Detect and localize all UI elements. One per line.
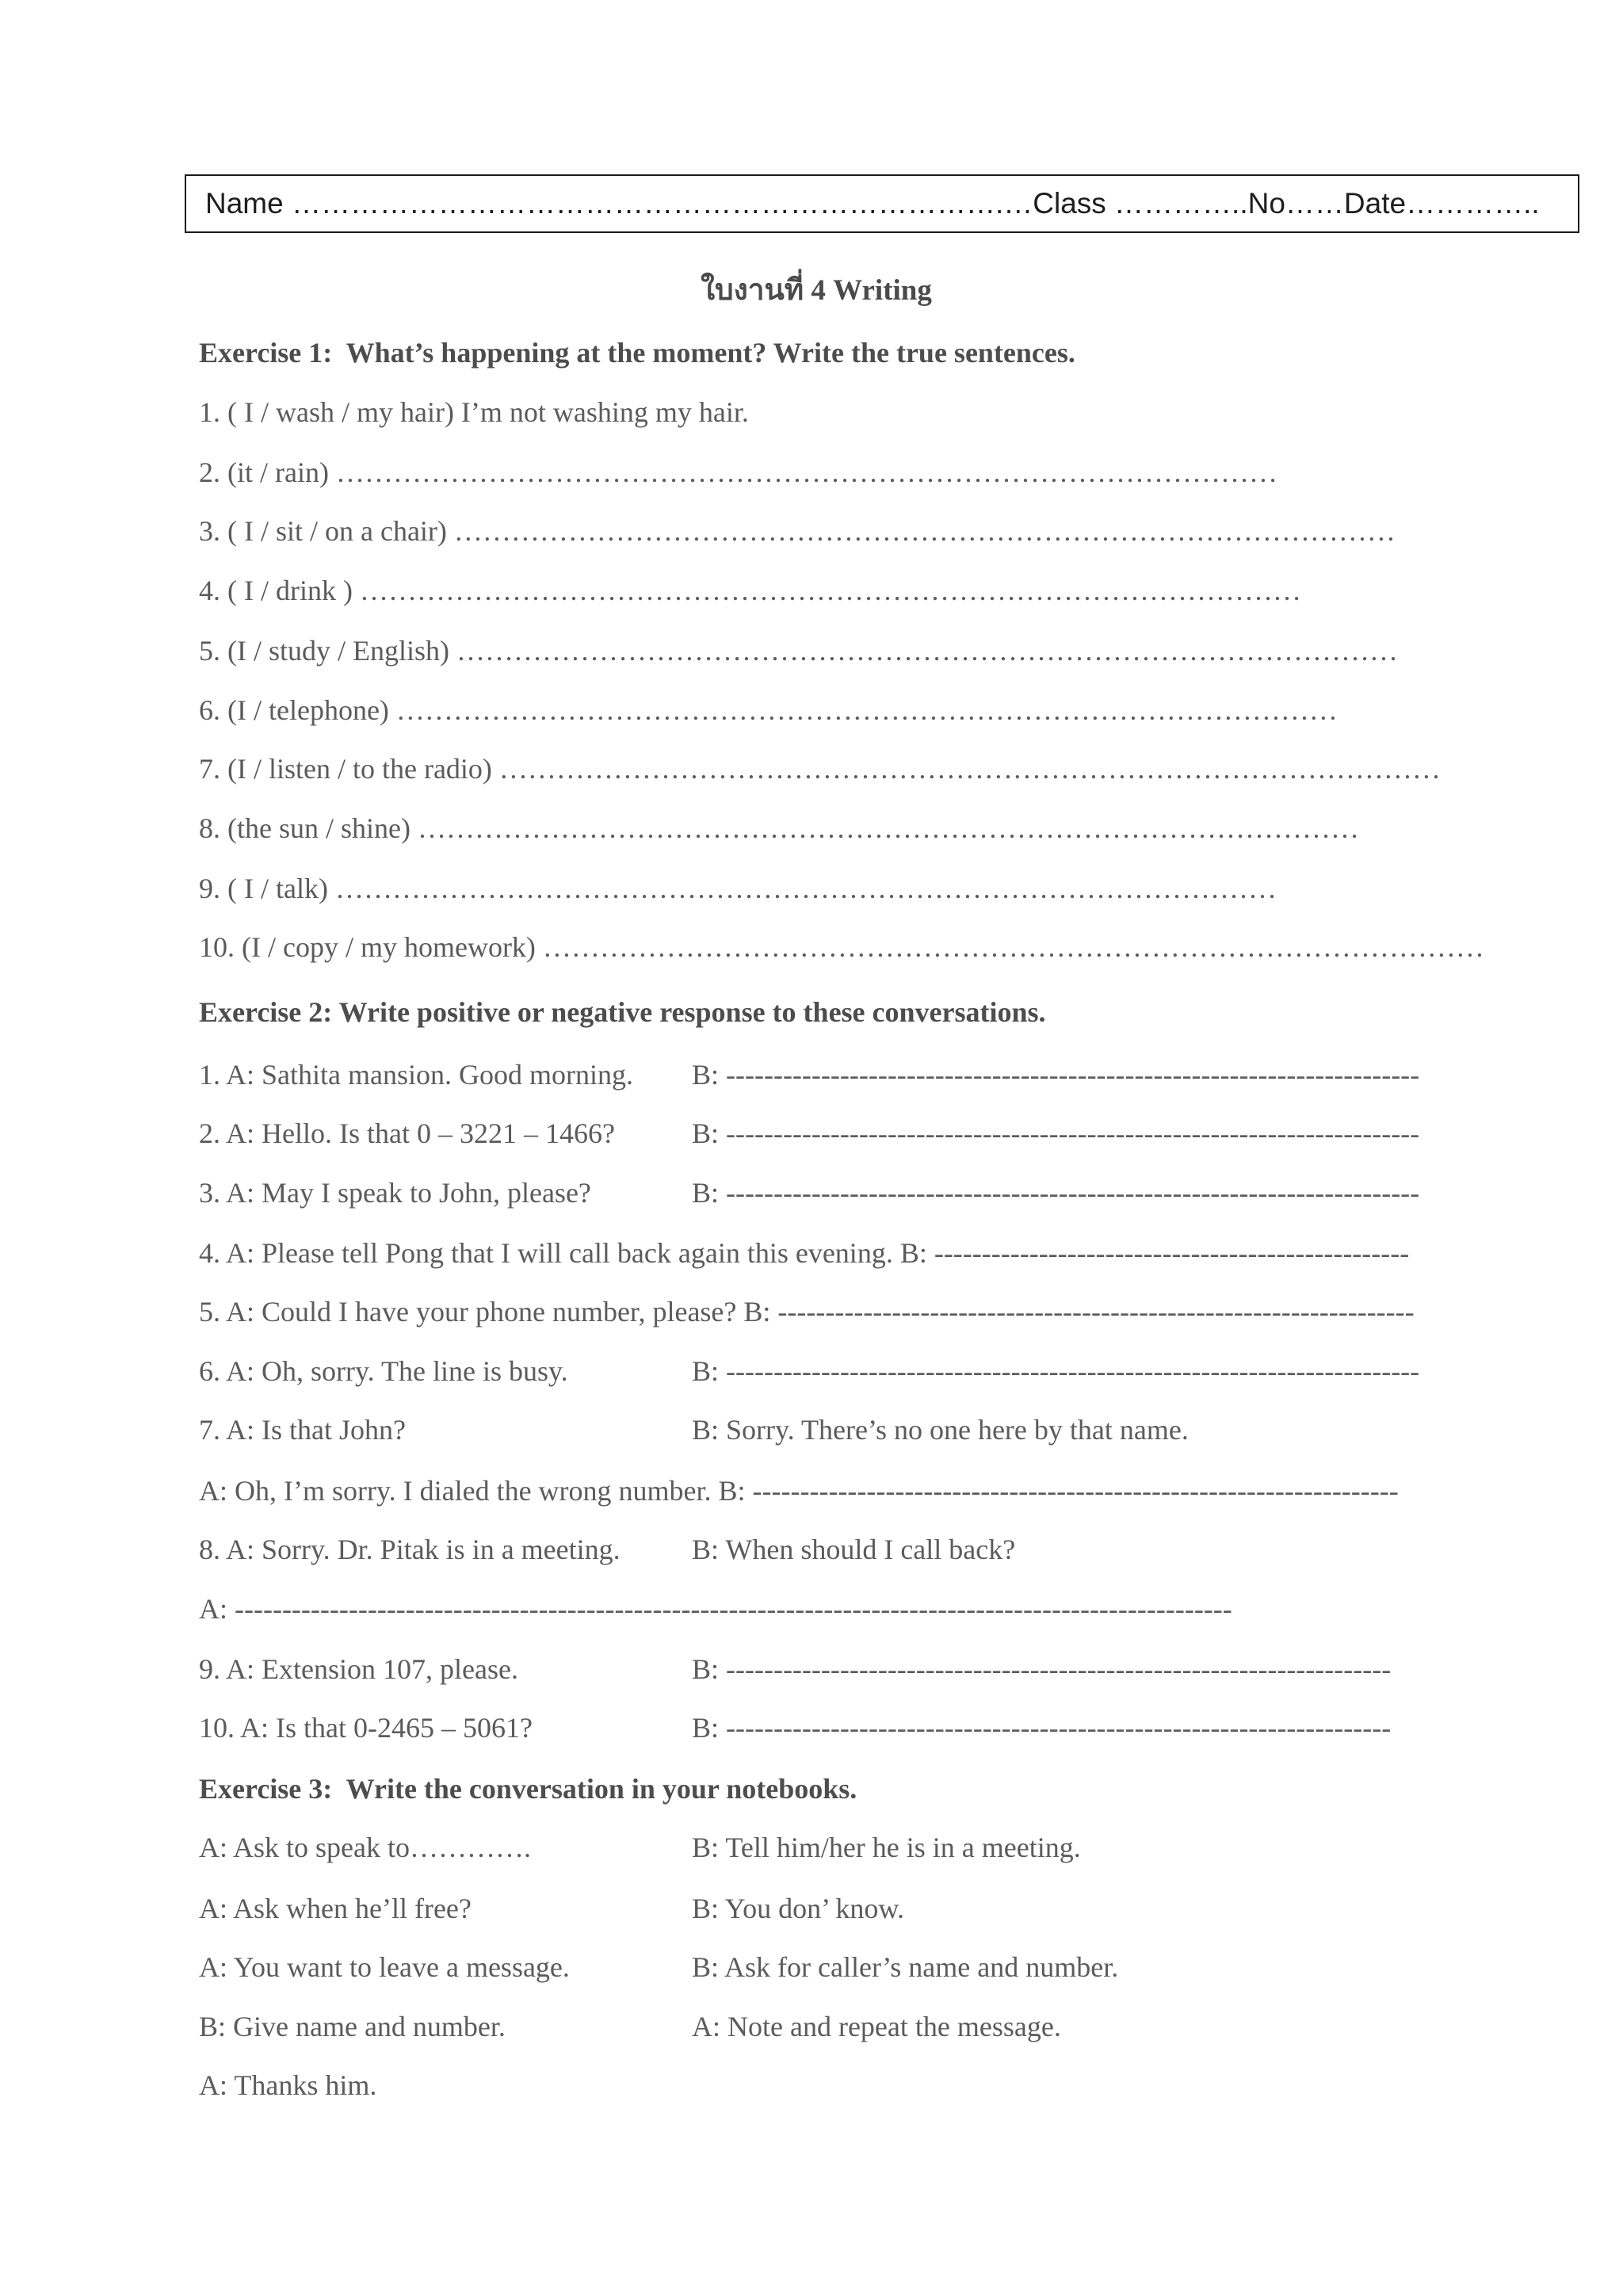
exercise-2-item-8-continued: A: ---------------------------------------------------------------------------------------------------------	[199, 1593, 1232, 1625]
exercise-3-item-3	[199, 1950, 1594, 1985]
speaker-a-line: 2. A: Hello. Is that 0 – 3221 – 1466?	[199, 1117, 615, 1149]
speaker-a-instruction: A: You want to leave a message.	[199, 1951, 570, 1983]
exercise-2-item-7-continued: A: Oh, I’m sorry. I dialed the wrong number. B: --------------------------------------------------------------------	[199, 1475, 1399, 1507]
speaker-b-line: B: -------------------------------------------------------------------------	[692, 1117, 1420, 1149]
speaker-b-line: B: When should I call back?	[692, 1534, 1016, 1565]
speaker-b-instruction: B: Give name and number.	[199, 2011, 506, 2042]
exercise-2-item-4: 4. A: Please tell Pong that I will call back again this evening. B: --------------------------------------------------	[199, 1237, 1410, 1269]
exercise-1-item-3: 3. ( I / sit / on a chair) ………………………………………………………………………………………	[199, 515, 1396, 547]
exercise-1-item-8: 8. (the sun / shine) ………………………………………………………………………………………	[199, 812, 1359, 844]
speaker-a-line: 8. A: Sorry. Dr. Pitak is in a meeting.	[199, 1534, 621, 1565]
speaker-b-instruction: B: Ask for caller’s name and number.	[692, 1951, 1119, 1983]
exercise-2-item-10	[199, 1710, 1594, 1745]
speaker-a-line: 9. A: Extension 107, please.	[199, 1653, 518, 1685]
exercise-3-item-4	[199, 2009, 1594, 2044]
exercise-1-item-10: 10. (I / copy / my homework) ………………………………………………………………………………………	[199, 931, 1484, 963]
exercise-3-item-2	[199, 1891, 1594, 1926]
speaker-b-line: B: -------------------------------------------------------------------------	[692, 1177, 1420, 1209]
speaker-a-line: 7. A: Is that John?	[199, 1414, 406, 1446]
exercise-1-item-6: 6. (I / telephone) ………………………………………………………………………………………	[199, 694, 1338, 726]
speaker-b-line: B: Sorry. There’s no one here by that name.	[692, 1414, 1189, 1446]
exercise-2-item-1	[199, 1057, 1594, 1092]
exercise-1-item-7: 7. (I / listen / to the radio) ………………………………………………………………………………………	[199, 753, 1441, 785]
speaker-a-instruction: A: Note and repeat the message.	[692, 2011, 1061, 2042]
speaker-a-instruction: A: Ask when he’ll free?	[199, 1893, 472, 1924]
speaker-a-instruction: A: Ask to speak to………….	[199, 1832, 531, 1863]
exercise-1-item-9: 9. ( I / talk) ………………………………………………………………………………………	[199, 873, 1277, 904]
speaker-a-line: 3. A: May I speak to John, please?	[199, 1177, 591, 1209]
exercise-1-item-4: 4. ( I / drink ) ………………………………………………………………………………………	[199, 575, 1301, 606]
worksheet-title: ใบงานที่ 4 Writing	[701, 274, 932, 307]
exercise-1-item-2: 2. (it / rain) ………………………………………………………………………………………	[199, 457, 1277, 488]
speaker-a-line: 10. A: Is that 0-2465 – 5061?	[199, 1712, 533, 1744]
speaker-a-line: 1. A: Sathita mansion. Good morning.	[199, 1059, 633, 1091]
exercise-2-heading: Exercise 2: Write positive or negative response to these conversations.	[199, 996, 1046, 1028]
student-info-line: Name ……………………………………………………………….…Class …………..No……Date…………..	[205, 187, 1540, 220]
student-info-box	[185, 174, 1579, 233]
speaker-b-line: B: ----------------------------------------------------------------------	[692, 1653, 1392, 1685]
exercise-3-item-1	[199, 1830, 1594, 1865]
exercise-2-item-9	[199, 1652, 1594, 1687]
speaker-b-line: B: -------------------------------------------------------------------------	[692, 1355, 1420, 1387]
exercise-1-item-5: 5. (I / study / English) ………………………………………………………………………………………	[199, 635, 1398, 667]
exercise-1-item-1: 1. ( I / wash / my hair) I’m not washing my hair.	[199, 396, 749, 428]
exercise-2-item-2	[199, 1116, 1594, 1151]
speaker-b-instruction: B: Tell him/her he is in a meeting.	[692, 1832, 1081, 1863]
speaker-b-instruction: B: You don’ know.	[692, 1893, 905, 1924]
speaker-a-line: 6. A: Oh, sorry. The line is busy.	[199, 1355, 568, 1387]
exercise-2-item-6	[199, 1354, 1594, 1389]
exercise-3-item-5: A: Thanks him.	[199, 2069, 377, 2101]
exercise-3-heading: Exercise 3: Write the conversation in your notebooks.	[199, 1773, 857, 1805]
speaker-b-line: B: ----------------------------------------------------------------------	[692, 1712, 1392, 1744]
exercise-1-heading: Exercise 1: What’s happening at the moment? Write the true sentences.	[199, 337, 1075, 369]
exercise-2-item-3	[199, 1175, 1594, 1210]
exercise-2-item-5: 5. A: Could I have your phone number, please? B: -------------------------------------------------------------------	[199, 1296, 1415, 1328]
exercise-2-item-7	[199, 1412, 1594, 1447]
exercise-2-item-8	[199, 1532, 1594, 1567]
speaker-b-line: B: -------------------------------------------------------------------------	[692, 1059, 1420, 1091]
